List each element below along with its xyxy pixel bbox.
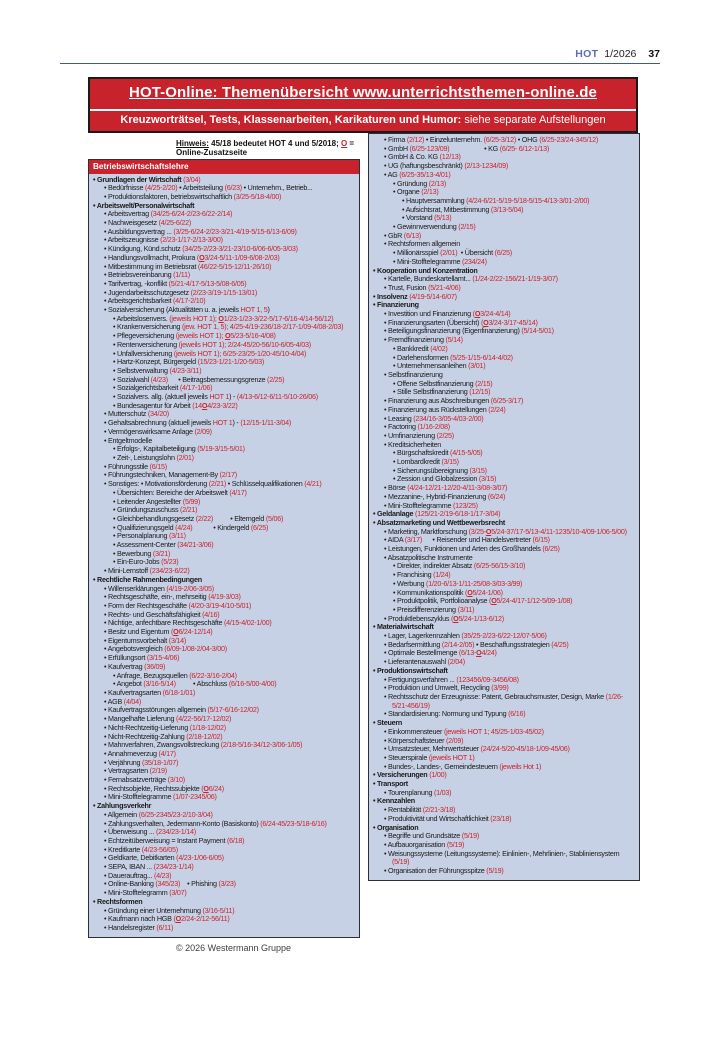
list-item: • Absatzmarketing und Wettbewerbsrecht — [373, 517, 505, 527]
page-number: 37 — [648, 48, 660, 60]
banner-subtitle-bold: Kreuzworträtsel, Tests, Klassenarbeiten, Karikaturen und Humor: — [120, 114, 462, 126]
list-item: • Bedürfnisse (4/25-2/20) • Arbeitsteilung (6/23) • Unternehm., Betrieb... — [104, 183, 313, 193]
list-item: • Sicherungsübereignung (3/15) — [393, 465, 487, 475]
list-item: • Arbeitswelt/Personalwirtschaft — [93, 200, 195, 210]
list-item: • Bedarfsermittlung (2/14-2/05) • Beschaffungsstrategien (4/25) — [384, 639, 569, 649]
list-item: • Darlehensformen (5/25-1/15-6/14-4/02) — [393, 352, 513, 362]
list-item: • Kreditkarte (4/23-56/05) — [104, 844, 178, 854]
list-item: • Factoring (1/16-2/08) — [384, 422, 450, 432]
list-item: • Begriffe und Grundsätze (5/19) — [384, 831, 480, 841]
title-banner — [88, 77, 638, 133]
list-item: • Produktionswirtschaft — [373, 665, 448, 675]
list-item: • Stille Selbstfinanzierung (12/15) — [393, 387, 491, 397]
list-item: • Bundesagentur für Arbeit (14O4/23-3/22) — [113, 400, 238, 410]
list-item: • Umsatzsteuer, Mehrwertsteuer (24/24-5/20-45/18-1/09-45/06) — [384, 744, 570, 754]
list-item: • Vermögenswirksame Anlage (2/09) — [104, 426, 212, 436]
list-item: • Werbung (1/20-6/13-1/11-25/08-3/03-3/99) — [393, 578, 523, 588]
right-column — [368, 133, 640, 881]
list-item: • Mangelhafte Lieferung (4/22-56/17-12/02) — [104, 714, 232, 724]
hinweis-text-2: = Online-Zusatzseite — [176, 139, 355, 157]
list-item: • Geldanlage (125/21-2/19-6/18-1/17-3/04) — [373, 509, 501, 519]
list-item: • Bewerbung (3/21) — [113, 548, 171, 558]
list-item: • Übersichten: Bereiche der Arbeitswelt (4/17) — [113, 487, 247, 497]
list-item: • Rechts- und Geschäftsfähigkeit (4/16) — [104, 609, 220, 619]
list-item: • Ein-Euro-Jobs (5/23) — [113, 557, 179, 567]
list-item: • Dauerauftrag... (4/23) — [104, 870, 172, 880]
list-item: • Angebotsvergleich (6/09-1/08-2/04-3/00) — [104, 644, 227, 654]
list-item: • Standardisierung: Normung und Typung (6/16) — [384, 709, 526, 719]
list-item: • Sozialvers. allg. (aktuell jeweils HOT 1) - (4/13-6/12-6/11-5/10-26/06) — [113, 392, 318, 402]
list-item: • Gründung (2/13) — [393, 178, 447, 188]
list-item: • Annahmeverzug (4/17) — [104, 748, 176, 758]
list-item: • Zeit-, Leistungslohn (2/01) — [113, 453, 194, 462]
list-item: • AGB (4/04) — [104, 696, 142, 706]
list-item: • Kaufvertragsarten (6/18-1/01) — [104, 687, 196, 697]
list-item: • Hauptversammlung (4/24-6/21-5/19-5/18-5/15-4/13-3/01-2/00) — [402, 195, 590, 205]
list-item: • Hartz-Konzept, Bürgergeld (15/23-1/21-1/20-5/03) — [113, 357, 265, 367]
list-item: • UG (haftungsbeschränkt) (2/13-1234/09) — [384, 161, 508, 171]
list-item: • Finanzierung aus Rückstellungen (2/24) — [384, 404, 506, 414]
list-item: • Anfrage, Bezugsquellen (6/22-3/16-2/04) — [113, 670, 237, 680]
list-item: • Franchising (1/24) — [393, 570, 451, 580]
list-item: • Trust, Fusion (5/21-4/06) — [384, 282, 461, 292]
list-item: • Börse (4/24-12/21-12/20-4/11-3/08-3/07) — [384, 483, 508, 493]
list-item: • Steuern — [373, 718, 403, 728]
list-item: • Kommunikationspolitik (O5/24-1/06) — [393, 587, 503, 597]
list-item: • Finanzierung — [373, 300, 419, 310]
list-item: • Jugendarbeitsschutzgesetz (2/23-3/19-1/15-13/01) — [104, 287, 258, 297]
list-item: • Versicherungen (1/00) — [373, 770, 447, 780]
hinweis-note — [176, 139, 360, 157]
list-item: • Nichtige, anfechtbare Rechtsgeschäfte (4/15-4/02-1/00) — [104, 618, 272, 628]
list-item: • Preisdifferenzierung (3/11) — [393, 604, 475, 614]
list-item: • Assessment-Center (34/21-3/06) — [113, 540, 214, 550]
list-item: • Form der Rechtsgeschäfte (4/20-3/19-4/10-5/01) — [104, 600, 252, 610]
list-item: • Insolvenz (4/19-5/14-6/07) — [373, 291, 457, 301]
list-item: • Rechtliche Rahmenbedingungen — [93, 574, 202, 584]
left-topic-box — [88, 159, 360, 938]
list-item: • Kartelle, Bundeskartellamt... (1/24-2/22-156/21-1/19-3/07) — [384, 274, 558, 284]
list-item: • Umfinanzierung (2/25) — [384, 430, 454, 440]
hinweis-online-marker: O — [340, 139, 348, 148]
list-item: • Mini-Lernstoff (234/23-6/22) — [104, 566, 190, 576]
list-item: • Lager, Lagerkennzahlen (35/25-2/23-6/22-12/07-5/06) — [384, 631, 547, 641]
list-item: • Aufbauorganisation (5/19) — [384, 839, 465, 849]
list-item: • Aufsichtsrat, Mitbestimmung (3/13-5/04) — [402, 204, 524, 214]
list-item: • Grundlagen der Wirtschaft (3/04) — [93, 174, 201, 184]
section-header-betriebswirtschaftslehre: Betriebswirtschaftslehre — [89, 160, 359, 174]
list-item: • Produktionsfaktoren, betriebswirtschaftlich (3/25-5/18-4/00) — [104, 191, 282, 201]
list-item: • Rechtsgeschäfte, ein-, mehrseitig (4/19-3/03) — [104, 592, 241, 602]
copyright-notice: © 2026 Westermann Gruppe — [176, 942, 292, 953]
list-item: • Nicht-Rechtzeitig-Lieferung (1/18-12/02) — [104, 722, 226, 732]
list-item: • Handelsregister (6/11) — [104, 922, 174, 932]
list-item: • Krankenversicherung (jew. HOT 1, 5); 4/25-4/19-236/18-2/17-1/09-4/08-2/03) — [113, 322, 344, 332]
list-item: • AG (6/25-35/13-4/01) — [384, 169, 451, 179]
list-item: • Betriebsvereinbarung (1/11) — [104, 270, 190, 280]
list-item: • Mitbestimmung im Betriebsrat (46/22-5/15-12/11-26/10) — [104, 261, 272, 271]
list-item: • Offene Selbstfinanzierung (2/15) — [393, 378, 493, 388]
list-item: • Leitender Angestellter (5/99) — [113, 496, 201, 506]
list-item: • Firma (2/12) • Einzelunternehm. (6/25-3/12) • OHG (6/25-23/24-345/12) — [384, 135, 598, 144]
list-item: • Willenserklärungen (4/19-2/06-3/05) — [104, 583, 214, 593]
list-item: • Ausbildungsvertrag ... (3/25-6/24-2/23-3/21-4/19-5/15-6/13-6/09) — [104, 226, 297, 236]
list-item: • Tourenplanung (1/03) — [384, 787, 452, 797]
list-item: • Rechtsformen allgemein — [384, 239, 461, 249]
list-item: • AIDA (3/17) • Reisender und Handelsvertreter (6/15) — [384, 535, 550, 545]
list-item: • Überweisung ... (234/23-1/14) — [104, 827, 196, 837]
list-item: • Entgeltmodelle — [104, 435, 153, 445]
list-item: • Kooperation und Konzentration — [373, 265, 478, 275]
list-item: • Weisungssysteme (Leitungssysteme): Einlinien-, Mehrlinien-, Stabliniensystem (5/19) — [384, 848, 620, 867]
list-item: • Mini-Stofftelegramme (234/24) — [393, 256, 487, 266]
list-item: • Sozialversicherung (Aktualitäten u. a. jeweils HOT 1, 5) — [104, 305, 270, 315]
list-item: • Allgemein (6/25-2345/23-2/10-3/04) — [104, 809, 213, 819]
list-item: • Arbeitsgerichtsbarkeit (4/17-2/10) — [104, 296, 206, 306]
list-item: • GbR (6/13) — [384, 230, 422, 240]
list-item: • Bankkredit (4/02) — [393, 343, 448, 353]
list-item: • Einkommensteuer (jeweils HOT 1; 45/25-1/03-45/02) — [384, 726, 544, 736]
list-item: • Kreditsicherheiten — [384, 439, 442, 449]
list-item: • Gründung einer Unternehmung (3/16-5/11) — [104, 905, 235, 915]
banner-title-row — [90, 79, 636, 111]
list-item: • Qualifizierungsgeld (4/24) • Kindergeld (6/25) — [113, 522, 269, 532]
list-item: • Mutterschutz (34/20) — [104, 409, 169, 419]
list-item: • Kennzahlen — [373, 796, 415, 806]
list-item: • Vertragsarten (2/19) — [104, 766, 167, 776]
list-item: • Nachweisgesetz (4/25-6/22) — [104, 218, 192, 228]
list-item: • Unfallversicherung (jeweils HOT 1); 6/25-23/25-1/20-45/10-4/04) — [113, 348, 307, 358]
banner-subtitle-rest: siehe separate Aufstellungen — [461, 114, 606, 126]
list-item: • Produktlebenszyklus (O5/24-1/13-6/12) — [384, 613, 504, 623]
list-item: • Gleichbehandlungsgesetz (2/22) • Elterngeld (5/06) — [113, 513, 284, 523]
magazine-brand: HOT — [575, 48, 599, 60]
list-item: • Besitz und Eigentum (O6/24-12/14) — [104, 627, 213, 637]
list-item: • Kaufmann nach HGB (O2/24-2/12-56/11) — [104, 914, 230, 924]
content-columns — [88, 133, 640, 953]
magazine-issue: 1/2026 — [604, 48, 637, 60]
list-item: • Selbstfinanzierung — [384, 369, 443, 379]
banner-subtitle-row — [90, 111, 636, 131]
list-item: • Mini-Stofftelegramme (123/25) — [384, 500, 478, 510]
list-item: • Fremdfinanzierung (5/14) — [384, 335, 463, 345]
list-item: • Rentenversicherung (jeweils HOT 1); 2/24-45/20-56/10-6/05-4/03) — [113, 339, 311, 349]
list-item: • Kaufvertragsstörungen allgemein (5/17-6/16-12/02) — [104, 705, 259, 715]
list-item: • Organisation — [373, 822, 419, 832]
list-item: • SEPA, IBAN ... (234/23-1/14) — [104, 862, 194, 872]
list-item: • Online-Banking (345/23) • Phishing (3/23) — [104, 879, 236, 889]
list-item: • Sozialgerichtsbarkeit (4/17-1/06) — [113, 383, 213, 393]
list-item: • Zahlungsverkehr — [93, 801, 152, 811]
list-item: • Finanzierung aus Abschreibungen (6/25-3/17) — [384, 396, 524, 406]
list-item: • Arbeitszeugnisse (2/23-1/17-2/13-3/00) — [104, 235, 223, 245]
list-item: • Mini-Stofftelegramme (1/07-2345/06) — [104, 792, 217, 802]
list-item: • Bürgschaftskredit (4/15-5/05) — [393, 448, 483, 458]
masthead-rule — [60, 63, 660, 64]
right-topic-box — [368, 133, 640, 881]
list-item: • Echtzeitüberweisung = Instant Payment (6/18) — [104, 835, 245, 845]
list-item: • Führungsstile (6/15) — [104, 461, 167, 471]
list-item: • Gewinnverwendung (2/15) — [393, 222, 476, 232]
list-item: • Lombardkredit (3/15) — [393, 457, 459, 467]
list-item: • Organe (2/13) — [393, 187, 439, 197]
list-item: • Finanzierungsarten (Übersicht) (O3/24-3/17-45/14) — [384, 317, 538, 327]
masthead — [60, 48, 660, 60]
list-item: • Mezzanine-, Hybrid-Finanzierung (6/24) — [384, 491, 506, 501]
list-item: • Angebot (3/16-5/14) • Abschluss (6/16-5/00-4/00) — [113, 679, 277, 689]
list-item: • Vorstand (5/13) — [402, 213, 452, 223]
list-item: • Rechtsschutz der Erzeugnisse: Patent, Gebrauchsmuster, Design, Marke (1/26-5/21-456/19) — [384, 692, 623, 710]
list-item: • Gehaltsabrechnung (aktuell jeweils HOT 1) - (12/15-1/11-3/04) — [104, 418, 292, 428]
list-item: • Führungstechniken, Management-By (2/17) — [104, 470, 237, 480]
list-item: • Steuerspirale (jeweils HOT 1) — [384, 752, 475, 762]
list-item: • Sonstiges: • Motivationsförderung (2/21) • Schlüsselqualifikationen (4/21) — [104, 479, 322, 489]
list-item: • Erfüllungsort (3/15-4/06) — [104, 653, 180, 663]
list-item: • Erfolgs-, Kapitalbeteiligung (5/19-3/15-5/01) — [113, 444, 245, 454]
banner-title: HOT-Online: Themenübersicht www.unterrichtsthemen-online.de — [129, 84, 597, 101]
list-item: • Investition und Finanzierung (O3/24-4/14) — [384, 309, 511, 319]
list-item: • Kündigung, Künd.schutz (34/25-2/23-3/21-23/10-6/06-6/05-3/03) — [104, 244, 298, 254]
list-item: • Zession und Globalzession (3/15) — [393, 474, 497, 484]
list-item: • Sozialwahl (4/23) • Beitragsbemessungsgrenze (2/25) — [113, 374, 285, 384]
list-item: • Bundes-, Landes-, Gemeindesteuern (jeweils Hot 1) — [384, 761, 542, 771]
list-item: • Verjährung (35/18-1/07) — [104, 757, 179, 767]
list-item: • Beteiligungsfinanzierung (Eigenfinanzierung) (5/14-5/01) — [384, 326, 554, 336]
list-item: • Leasing (234/16-3/05-4/03-2/00) — [384, 413, 484, 423]
list-item: • Zahlungsverhalten, Jedermann-Konto (Basiskonto) (6/24-45/23-5/18-6/16) — [104, 818, 327, 828]
list-item: • Organisation der Führungsspitze (5/19) — [384, 866, 504, 876]
list-item: • Handlungsvollmacht, Prokura (O3/24-5/11-1/09-6/08-2/03) — [104, 252, 280, 262]
list-item: • GmbH & Co. KG (12/13) — [384, 152, 461, 162]
list-item: • Fernabsatzverträge (3/10) — [104, 775, 185, 785]
list-item: • Selbstverwaltung (4/23-3/11) — [113, 365, 202, 375]
list-item: • Kaufvertrag (36/09) — [104, 661, 166, 671]
list-item: • GmbH (6/25-123/09) • KG (6/25- 6/12-1/13) — [384, 143, 550, 153]
hinweis-label: Hinweis: — [176, 139, 209, 148]
right-topic-list — [369, 134, 639, 880]
list-item: • Rentabilität (2/21-3/18) — [384, 805, 456, 815]
list-item: • Arbeitslosenvers. (jeweils HOT 1); O1/23-1/23-3/22-5/17-6/16-4/14-56/12) — [113, 313, 334, 323]
list-item: • Rechtsobjekte, Rechtssubjekte (O6/24) — [104, 783, 224, 793]
list-item: • Arbeitsvertrag (34/25-6/24-2/23-6/22-2/14) — [104, 209, 233, 219]
list-item: • Mini-Stofftelegramm (3/07) — [104, 888, 187, 898]
list-item: • Eigentumsvorbehalt (3/14) — [104, 635, 187, 645]
list-item: • Leistungen, Funktionen und Arten des Großhandels (6/25) — [384, 544, 560, 554]
list-item: • Tarifvertrag, -konflikt (5/21-4/17-5/13-5/08-6/05) — [104, 278, 247, 288]
list-item: • Unternehmensanleihen (3/01) — [393, 361, 486, 371]
list-item: • Geldkarte, Debitkarten (4/23-1/06-6/05) — [104, 853, 224, 863]
list-item: • Lieferantenauswahl (2/04) — [384, 657, 465, 667]
list-item: • Millionärsspiel (2/01) • Übersicht (6/25) — [393, 248, 512, 258]
list-item: • Fertigungsverfahren ... (123456/09-3456/08) — [384, 674, 519, 684]
list-item: • Optimale Bestellmenge (6/13-O4/24) — [384, 648, 497, 658]
list-item: • Körperschaftsteuer (2/09) — [384, 735, 464, 745]
list-item: • Produktion und Umwelt, Recycling (3/99) — [384, 683, 509, 693]
list-item: • Direkter, indirekter Absatz (6/25-56/15-3/10) — [393, 561, 526, 571]
list-item: • Marketing, Marktforschung (3/25-O5/24-37/17-5/13-4/11-1235/10-4/09-1/06-5/00) — [384, 526, 627, 536]
list-item: • Transport — [373, 779, 408, 789]
list-item: • Mahnverfahren, Zwangsvollstreckung (2/18-5/16-34/12-3/06-1/05) — [104, 740, 303, 750]
list-item: • Produktivität und Wirtschaftlichkeit (23/18) — [384, 813, 512, 823]
list-item: • Produktpolitik, Portfolioanalyse (O5/24-4/17-1/12-5/09-1/08) — [393, 596, 573, 606]
list-item: • Absatzpolitische Instrumente — [384, 552, 473, 562]
list-item: • Pflegeversicherung (jeweils HOT 1); O5/23-5/16-4/08) — [113, 331, 276, 341]
list-item: • Rechtsformen — [93, 896, 143, 906]
list-item: • Personalplanung (3/11) — [113, 531, 186, 541]
left-column — [88, 133, 360, 953]
hinweis-text-1: 45/18 bedeutet HOT 4 und 5/2018; — [208, 139, 341, 148]
list-item: • Materialwirtschaft — [373, 622, 434, 632]
left-topic-list — [89, 174, 359, 937]
list-item: • Gründungszuschuss (2/21) — [113, 505, 198, 515]
list-item: • Nicht-Rechtzeitig-Zahlung (2/18-12/02) — [104, 731, 223, 741]
